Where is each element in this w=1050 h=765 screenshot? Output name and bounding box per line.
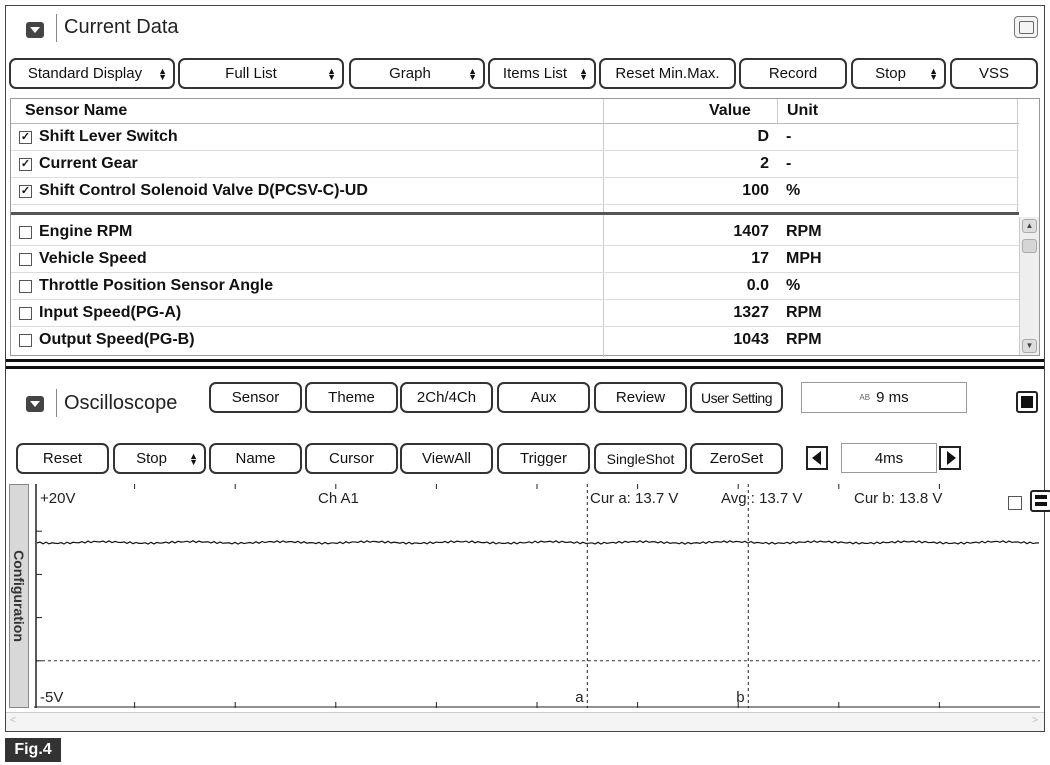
zeroset-button[interactable]: ZeroSet	[690, 443, 783, 474]
cursor-b-label: b	[736, 689, 745, 706]
user-setting-button[interactable]: User Setting	[690, 382, 783, 413]
row-checkbox[interactable]	[19, 307, 32, 320]
table-row[interactable]	[11, 124, 1019, 151]
sensor-unit: MPH	[786, 250, 822, 267]
stop-square-icon[interactable]	[1016, 391, 1038, 413]
items-list-dropdown[interactable]	[488, 58, 596, 89]
updown-icon	[189, 453, 198, 465]
scroll-up-icon[interactable]: ▲	[1022, 219, 1037, 233]
current-data-title: Current Data	[64, 16, 179, 38]
updown-icon	[579, 68, 588, 80]
scroll-right-icon[interactable]: >	[1032, 715, 1038, 726]
row-checkbox[interactable]	[19, 226, 32, 239]
name-button[interactable]: Name	[209, 443, 302, 474]
table-scrollbar[interactable]	[1019, 217, 1039, 355]
cursor-a-label: a	[575, 689, 584, 706]
row-checkbox[interactable]: ✓	[20, 131, 31, 143]
review-button[interactable]: Review	[594, 382, 687, 413]
scroll-left-icon[interactable]: <	[10, 715, 16, 726]
stop-dropdown[interactable]	[851, 58, 946, 89]
sensor-name: Shift Lever Switch	[39, 128, 178, 145]
figure-label: Fig.4	[5, 738, 61, 762]
column-header-sensor-name[interactable]: Sensor Name	[25, 102, 128, 119]
table-row[interactable]	[11, 219, 1019, 246]
stop-label: Stop	[875, 65, 906, 82]
sensor-unit: RPM	[786, 304, 822, 321]
header-divider	[56, 389, 57, 417]
horizontal-scrollbar[interactable]	[6, 712, 1044, 731]
updown-icon	[468, 68, 477, 80]
updown-icon	[158, 68, 167, 80]
sample-time-display[interactable]	[801, 382, 967, 413]
row-checkbox[interactable]: ✓	[20, 158, 31, 170]
cursor-a-readout: Cur a: 13.7 V	[590, 490, 679, 507]
sensor-name: Vehicle Speed	[39, 250, 147, 267]
graph-label: Graph	[389, 65, 431, 82]
time-div-display[interactable]: 4ms	[841, 443, 937, 473]
y-min-label: -5V	[40, 689, 64, 706]
row-checkbox[interactable]	[19, 280, 32, 293]
updown-icon	[327, 68, 336, 80]
sensor-unit: RPM	[786, 331, 822, 348]
channel-mode-button[interactable]: 2Ch/4Ch	[400, 382, 493, 413]
sensor-unit: -	[786, 155, 792, 172]
sensor-name: Throttle Position Sensor Angle	[39, 277, 274, 294]
app-window	[5, 5, 1045, 732]
vss-label: VSS	[978, 65, 1009, 82]
column-divider	[777, 99, 778, 123]
full-list-dropdown[interactable]	[178, 58, 344, 89]
sensor-value: D	[757, 128, 769, 145]
header-divider	[56, 14, 57, 42]
channel-label: Ch A1	[318, 490, 359, 507]
sensor-name: Output Speed(PG-B)	[39, 331, 195, 348]
singleshot-button[interactable]: SingleShot	[594, 443, 687, 474]
average-readout: Avg : 13.7 V	[721, 490, 803, 507]
row-checkbox[interactable]	[19, 334, 32, 347]
sample-time-icon: AB	[859, 392, 871, 402]
sensor-unit: -	[786, 128, 792, 145]
panel-divider	[6, 359, 1044, 369]
osc-stop-dropdown[interactable]	[113, 443, 206, 474]
items-list-label: Items List	[502, 65, 568, 82]
graph-dropdown[interactable]	[349, 58, 485, 89]
configuration-tab[interactable]	[9, 484, 29, 708]
sensor-value: 100	[742, 182, 769, 199]
sensor-button[interactable]: Sensor	[209, 382, 302, 413]
table-row[interactable]	[11, 300, 1019, 327]
sensor-value: 17	[751, 250, 769, 267]
viewall-button[interactable]: ViewAll	[400, 443, 493, 474]
sensor-unit: %	[786, 277, 801, 294]
scroll-thumb[interactable]	[1022, 239, 1037, 253]
sensor-unit: RPM	[786, 223, 822, 240]
updown-icon	[929, 68, 938, 80]
cursor-b-readout: Cur b: 13.8 V	[854, 490, 943, 507]
osc-stop-label: Stop	[136, 450, 167, 467]
reset-button[interactable]: Reset	[16, 443, 109, 474]
record-label: Record	[768, 65, 818, 82]
configuration-tab-label: Configuration	[11, 550, 27, 642]
channel-checkbox[interactable]	[1008, 496, 1022, 510]
row-checkbox[interactable]: ✓	[20, 185, 31, 197]
theme-button[interactable]: Theme	[305, 382, 398, 413]
collapse-icon[interactable]	[26, 22, 44, 38]
table-row[interactable]	[11, 178, 1019, 205]
sample-time-value: 9 ms	[876, 389, 909, 406]
window-restore-icon[interactable]	[1014, 16, 1038, 38]
right-arrow-icon[interactable]	[939, 446, 961, 470]
column-header-value[interactable]: Value	[709, 102, 751, 119]
record-button[interactable]	[739, 58, 847, 89]
vss-button[interactable]	[950, 58, 1038, 89]
cursor-button[interactable]: Cursor	[305, 443, 398, 474]
sensor-value: 1407	[733, 223, 769, 240]
sensor-value: 0.0	[746, 277, 769, 294]
sensor-table	[10, 98, 1040, 356]
reset-minmax-label: Reset Min.Max.	[615, 65, 720, 82]
reset-minmax-button[interactable]	[599, 58, 736, 89]
split-view-icon[interactable]	[1030, 490, 1050, 512]
oscilloscope-plot	[34, 484, 1040, 708]
sensor-name: Shift Control Solenoid Valve D(PCSV-C)-UD	[39, 182, 368, 199]
table-row[interactable]	[11, 327, 1019, 354]
aux-button[interactable]: Aux	[497, 382, 590, 413]
collapse-icon[interactable]	[26, 396, 44, 412]
sensor-value: 1327	[733, 304, 769, 321]
oscilloscope-title: Oscilloscope	[64, 392, 178, 414]
column-header-unit[interactable]: Unit	[787, 102, 819, 119]
y-max-label: +20V	[40, 490, 76, 507]
sensor-name: Current Gear	[39, 155, 138, 172]
sensor-value: 1043	[733, 331, 769, 348]
current-data-header	[6, 6, 1044, 52]
standard-display-label: Standard Display	[27, 65, 143, 82]
table-row[interactable]	[11, 273, 1019, 300]
standard-display-dropdown[interactable]	[9, 58, 175, 89]
signal-trace	[37, 541, 1039, 544]
left-arrow-icon[interactable]	[806, 446, 828, 470]
oscilloscope-graph[interactable]	[34, 484, 1040, 708]
table-row[interactable]	[11, 246, 1019, 273]
scroll-down-icon[interactable]: ▼	[1022, 339, 1037, 353]
table-row[interactable]	[11, 151, 1019, 178]
sensor-value: 2	[760, 155, 769, 172]
sensor-name: Engine RPM	[39, 223, 133, 240]
fixed-rows-divider	[11, 212, 1019, 215]
trigger-button[interactable]: Trigger	[497, 443, 590, 474]
sensor-unit: %	[786, 182, 801, 199]
sensor-name: Input Speed(PG-A)	[39, 304, 182, 321]
full-list-label: Full List	[225, 65, 277, 82]
row-checkbox[interactable]	[19, 253, 32, 266]
